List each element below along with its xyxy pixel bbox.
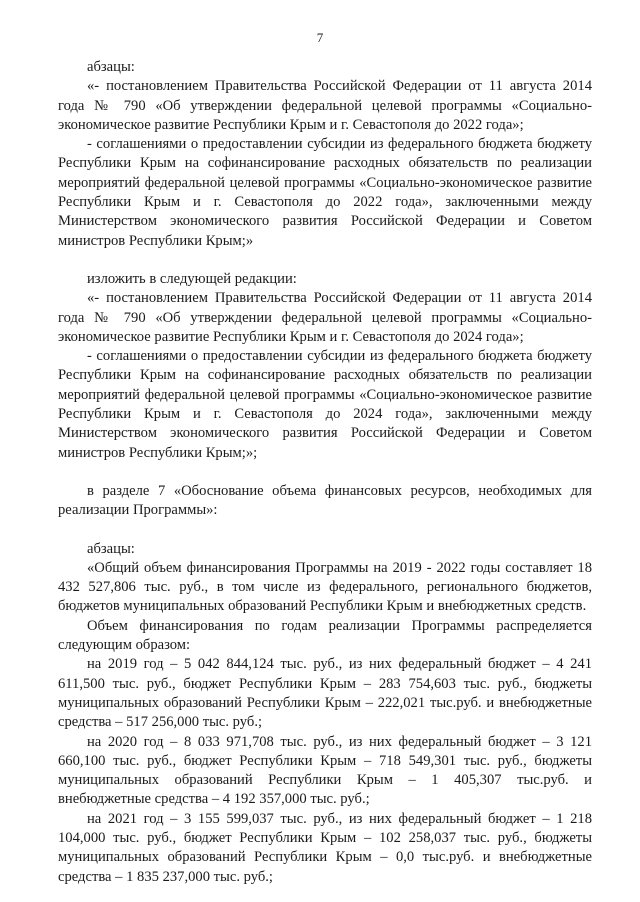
paragraph: Объем финансирования по годам реализации Программы распределяется следующим образом: xyxy=(58,617,592,654)
paragraph: «Общий объем финансирования Программы на 2019 - 2022 годы составляет 18 432 527,806 тыс. руб., в том числе из федерального, регионального бюджетов, бюджетов муниципальных образований Республики Крым и внебюджетных средств. xyxy=(58,559,592,615)
paragraph: «- постановлением Правительства Российской Федерации от 11 августа 2014 года № 790 «Об утверждении федеральной целевой программы «Социально-экономическое развитие Республики Крым и г. Севастополя до 2022 года»; xyxy=(58,78,592,133)
paragraph: в разделе 7 «Обоснование объема финансовых ресурсов, необходимых для реализации Программы»: xyxy=(58,482,592,519)
paragraph-spacer xyxy=(58,251,592,270)
paragraph: на 2020 год – 8 033 971,708 тыс. руб., из них федеральный бюджет – 3 121 660,100 тыс. руб., бюджет Республики Крым – 718 549,301 тыс. руб., бюджеты муниципальных образований Республики Крым – 1 405,307 тыс.руб. и внебюджетные средства – 4 192 357,000 тыс. руб.; xyxy=(58,733,592,808)
paragraph-spacer xyxy=(58,521,592,540)
paragraph: абзацы: xyxy=(87,59,135,75)
paragraph: «- постановлением Правительства Российской Федерации от 11 августа 2014 года № 790 «Об утверждении федеральной целевой программы «Социально-экономическое развитие Республики Крым и г. Севастополя до 2024 года»; xyxy=(58,290,592,345)
paragraph: на 2019 год – 5 042 844,124 тыс. руб., из них федеральный бюджет – 4 241 611,500 тыс. руб., бюджет Республики Крым – 283 754,603 тыс. руб., бюджеты муниципальных образований Республики Крым – 222,021 тыс.руб. и внебюджетные средства – 517 256,000 тыс. руб.; xyxy=(58,656,592,731)
page-number: 7 xyxy=(316,30,324,45)
paragraph: изложить в следующей редакции: xyxy=(87,270,297,287)
document-body xyxy=(58,58,592,887)
paragraph-spacer xyxy=(58,463,592,482)
paragraph: - соглашениями о предоставлении субсидии из федерального бюджета бюджету Республики Крым на софинансирование расходных обязательств по реализации мероприятий федеральной целевой программы «Социально-экономическое развитие Республики Крым и г. Севастополя до 2022 года», заключенными между Министерством экономического развития Российской Федерации и Советом министров Республики Крым;» xyxy=(58,136,592,249)
paragraph: на 2021 год – 3 155 599,037 тыс. руб., из них федеральный бюджет – 1 218 104,000 тыс. руб., бюджет Республики Крым – 102 258,037 тыс. руб., бюджеты муниципальных образований Республики Крым – 0,0 тыс.руб. и внебюджетные средства – 1 835 237,000 тыс. руб.; xyxy=(58,810,592,885)
paragraph: - соглашениями о предоставлении субсидии из федерального бюджета бюджету Республики Крым на софинансирование расходных обязательств по реализации мероприятий федеральной целевой программы «Социально-экономическое развитие Республики Крым и г. Севастополя до 2024 года», заключенными между Министерством экономического развития Российской Федерации и Советом министров Республики Крым;»; xyxy=(58,348,592,461)
paragraph: абзацы: xyxy=(87,540,135,557)
